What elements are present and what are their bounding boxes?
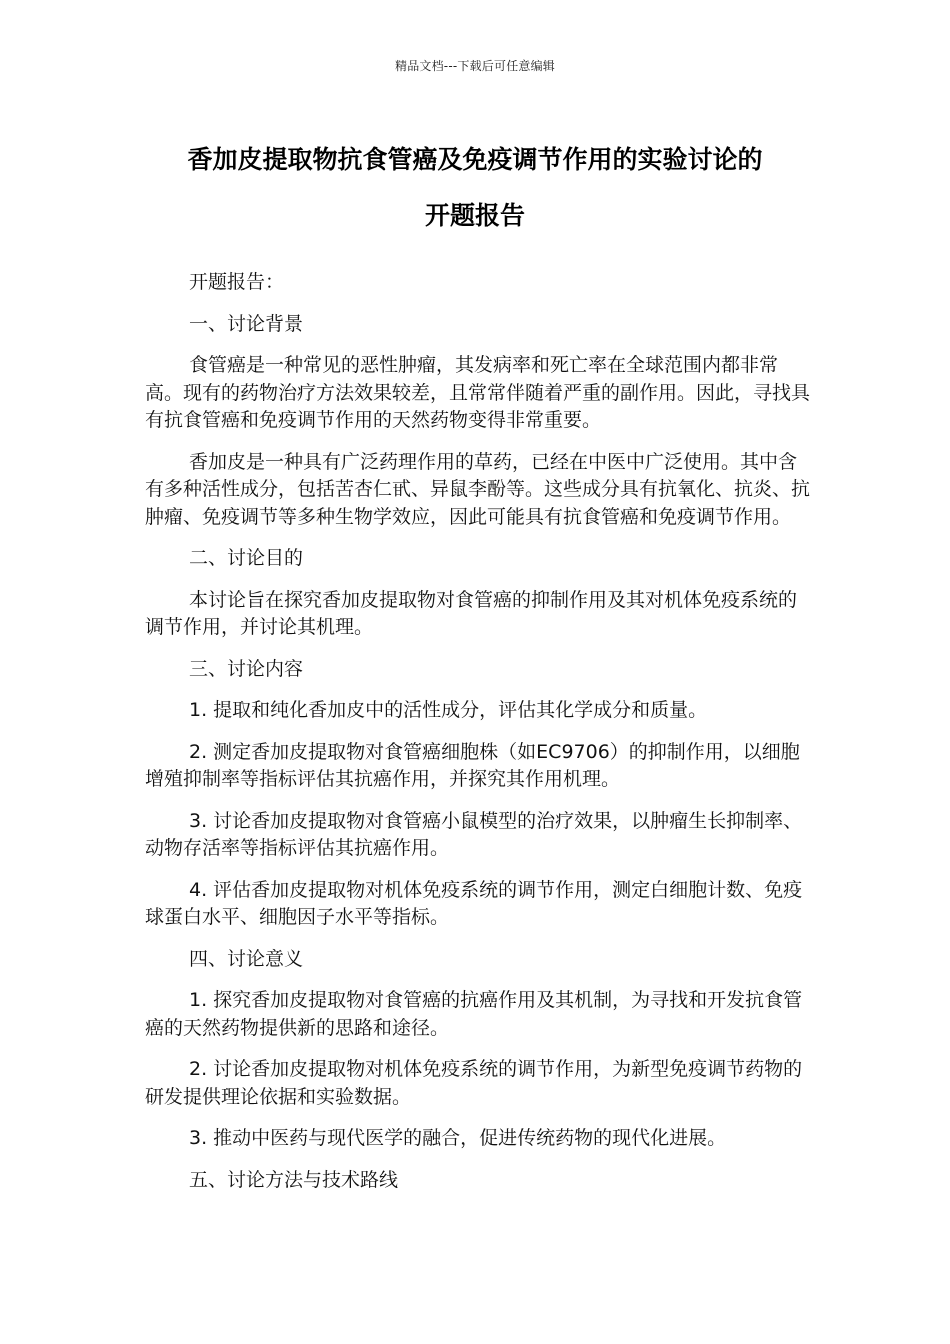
title-line-1: 香加皮提取物抗食管癌及免疫调节作用的实验讨论的 bbox=[187, 145, 763, 174]
section-heading-significance: 四、讨论意义 bbox=[189, 947, 304, 970]
paragraph-background-2: 香加皮是一种具有广泛药理作用的草药，已经在中医中广泛使用。其中含有多种活性成分，包括苦杏仁甙、异鼠李酚等。这些成分具有抗氧化、抗炎、抗肿瘤、免疫调节等多种生物学效应，因此可能具有抗食管癌和免疫调节作用。 bbox=[145, 450, 811, 528]
section-heading-background: 一、讨论背景 bbox=[189, 312, 304, 335]
section-heading-methods: 五、讨论方法与技术路线 bbox=[189, 1168, 399, 1191]
section-heading-purpose: 二、讨论目的 bbox=[189, 547, 304, 569]
document-title bbox=[120, 132, 830, 244]
list-item-significance-3: 3. 推动中医药与现代医学的融合，促进传统药物的现代化进展。 bbox=[189, 1127, 727, 1149]
header-note: 精品文档---下载后可任意编辑 bbox=[395, 59, 555, 73]
list-item-significance-1: 1. 探究香加皮提取物对食管癌的抗癌作用及其机制，为寻找和开发抗食管癌的天然药物提供新的思路和途径。 bbox=[145, 989, 803, 1039]
title-line-2: 开题报告 bbox=[424, 201, 525, 230]
paragraph-purpose: 本讨论旨在探究香加皮提取物对食管癌的抑制作用及其对机体免疫系统的调节作用，并讨论其机理。 bbox=[145, 588, 798, 638]
list-item-content-1: 1. 提取和纯化香加皮中的活性成分，评估其化学成分和质量。 bbox=[189, 699, 708, 721]
list-item-content-3: 3. 讨论香加皮提取物对食管癌小鼠模型的治疗效果，以肿瘤生长抑制率、动物存活率等指标评估其抗癌作用。 bbox=[145, 809, 803, 859]
document-body bbox=[145, 269, 810, 1208]
list-item-content-2: 2. 测定香加皮提取物对食管癌细胞株（如EC9706）的抑制作用，以细胞增殖抑制率等指标评估其抗癌作用，并探究其作用机理。 bbox=[145, 740, 800, 790]
intro-label: 开题报告： bbox=[189, 271, 285, 293]
section-heading-content: 三、讨论内容 bbox=[189, 657, 304, 680]
list-item-content-4: 4. 评估香加皮提取物对机体免疫系统的调节作用，测定白细胞计数、免疫球蛋白水平、细胞因子水平等指标。 bbox=[145, 878, 803, 928]
list-item-significance-2: 2. 讨论香加皮提取物对机体免疫系统的调节作用，为新型免疫调节药物的研发提供理论依据和实验数据。 bbox=[145, 1058, 803, 1108]
paragraph-background-1: 食管癌是一种常见的恶性肿瘤，其发病率和死亡率在全球范围内都非常高。现有的药物治疗方法效果较差，且常常伴随着严重的副作用。因此，寻找具有抗食管癌和免疫调节作用的天然药物变得非常重要。 bbox=[145, 354, 811, 431]
